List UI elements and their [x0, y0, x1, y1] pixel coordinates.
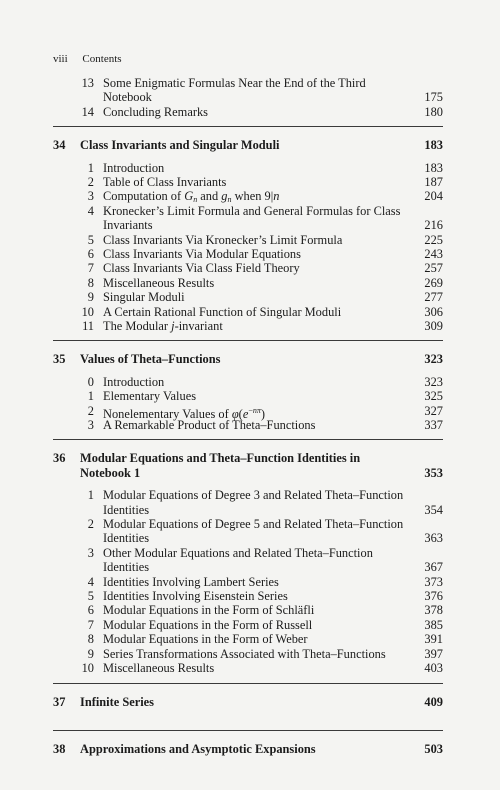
entry-title: Elementary Values: [103, 389, 197, 404]
entry-number: 6: [87, 247, 94, 261]
header-page-number: viii: [53, 53, 68, 65]
entry-page-number: 376: [424, 589, 443, 603]
entry-number: 13: [81, 76, 94, 90]
entry-number: 10: [81, 304, 94, 319]
entry-title: The Modular j-invariant: [103, 319, 223, 333]
entry-page-number: 269: [424, 275, 443, 290]
entry-number: 9: [87, 646, 94, 661]
entry-number: 2: [87, 403, 94, 418]
chapter-number: 37: [53, 695, 66, 710]
entry-title: Class Invariants Via Modular Equations: [103, 247, 301, 261]
entry-title: Introduction: [103, 374, 165, 389]
entry-page-number: 277: [424, 290, 443, 305]
entry-page-number: 187: [424, 175, 443, 189]
chapter-title: Modular Equations and Theta–Function Identities in: [80, 451, 361, 466]
entry-title: Modular Equations of Degree 3 and Related Theta–Function: [103, 488, 404, 503]
entry-page-number: 309: [424, 319, 443, 333]
entry-number: 1: [87, 389, 94, 404]
entry-number: 1: [87, 488, 94, 503]
running-header: [53, 53, 122, 65]
entry-page-number: 363: [424, 531, 443, 546]
entry-page-number: 243: [424, 247, 443, 261]
entry-title: Table of Class Invariants: [103, 175, 227, 189]
entry-page-number: 397: [424, 646, 443, 661]
entry-page-number: 354: [424, 502, 443, 517]
entry-page-number: 327: [424, 403, 443, 418]
chapter-number: 35: [53, 352, 66, 367]
entry-title: Miscellaneous Results: [103, 275, 215, 290]
entry-title: Concluding Remarks: [103, 104, 208, 119]
entry-number: 0: [87, 374, 94, 389]
entry-title: A Remarkable Product of Theta–Functions: [103, 418, 316, 432]
header-title: Contents: [82, 53, 122, 65]
chapter-title: Values of Theta–Functions: [80, 352, 221, 367]
entry-page-number: 216: [424, 218, 443, 233]
section-divider: [53, 683, 443, 684]
section-divider: [53, 126, 443, 127]
entry-title: Identities: [103, 531, 150, 546]
chapter-title: Infinite Series: [80, 695, 154, 710]
entry-title: Some Enigmatic Formulas Near the End of the Third: [103, 76, 366, 90]
chapter-page-number: 183: [424, 138, 443, 153]
entry-number: 3: [87, 189, 94, 204]
entry-title: Introduction: [103, 160, 165, 175]
entry-page-number: 337: [424, 418, 443, 432]
chapter-title: Class Invariants and Singular Moduli: [80, 138, 280, 153]
entry-number: 11: [82, 319, 94, 333]
entry-number: 4: [87, 203, 94, 218]
entry-title: Modular Equations in the Form of Weber: [103, 632, 308, 647]
entry-page-number: 378: [424, 603, 443, 618]
entry-number: 10: [81, 661, 94, 675]
entry-number: 1: [87, 160, 94, 175]
entry-title: Series Transformations Associated with Theta–Functions: [103, 646, 386, 661]
chapter-page-number: 503: [424, 741, 443, 756]
section-divider: [53, 439, 443, 440]
entry-title: Identities Involving Lambert Series: [103, 574, 279, 589]
entry-page-number: 225: [424, 232, 443, 247]
entry-page-number: 323: [424, 374, 443, 389]
chapter-page-number: 409: [424, 695, 443, 710]
entry-number: 4: [87, 574, 94, 589]
entry-title: Singular Moduli: [103, 290, 185, 305]
entry-title: Computation of $G_n$ and $g_n$ when 9|n: [103, 189, 280, 205]
entry-page-number: 373: [424, 574, 443, 589]
entry-page-number: 257: [424, 261, 443, 276]
entry-number: 9: [87, 290, 94, 305]
entry-number: 8: [87, 275, 94, 290]
entry-number: 7: [87, 261, 94, 276]
entry-number: 14: [81, 104, 94, 119]
entry-page-number: 180: [424, 104, 443, 119]
entry-title: Invariants: [103, 218, 153, 233]
entry-title: Other Modular Equations and Related Theta–Function: [103, 545, 373, 560]
entry-title: Miscellaneous Results: [103, 661, 215, 675]
entry-title: Modular Equations of Degree 5 and Related Theta–Function: [103, 517, 404, 531]
chapter-number: 34: [53, 138, 66, 153]
entry-page-number: 175: [424, 90, 443, 105]
entry-title: Modular Equations in the Form of Russell: [103, 617, 313, 632]
entry-title: A Certain Rational Function of Singular Moduli: [103, 304, 342, 319]
entry-page-number: 391: [424, 632, 443, 647]
chapter-title: Approximations and Asymptotic Expansions: [80, 741, 316, 756]
entry-title: Nonelementary Values of $\varphi(e^{-n\pi})$: [103, 405, 265, 421]
entry-title: Kronecker’s Limit Formula and General Formulas for Class: [103, 203, 401, 218]
entry-title: Identities: [103, 560, 150, 575]
chapter-page-number: 353: [424, 465, 443, 480]
entry-page-number: 306: [424, 304, 443, 319]
entry-title: Notebook: [103, 90, 152, 105]
entry-number: 2: [87, 517, 94, 531]
entry-page-number: 385: [424, 617, 443, 632]
entry-number: 5: [87, 232, 94, 247]
entry-number: 8: [87, 632, 94, 647]
entry-number: 5: [87, 589, 94, 603]
entry-number: 3: [87, 418, 94, 432]
entry-page-number: 325: [424, 389, 443, 404]
section-divider: [53, 340, 443, 341]
entry-number: 7: [87, 617, 94, 632]
entry-number: 2: [87, 175, 94, 189]
entry-title: Modular Equations in the Form of Schläfli: [103, 603, 315, 618]
section-divider: [53, 730, 443, 731]
entry-title: Class Invariants Via Kronecker’s Limit Formula: [103, 232, 343, 247]
entry-page-number: 204: [424, 189, 443, 204]
entry-number: 6: [87, 603, 94, 618]
entry-title: Identities: [103, 502, 150, 517]
chapter-number: 38: [53, 741, 66, 756]
chapter-title: Notebook 1: [80, 465, 141, 480]
entry-page-number: 367: [424, 560, 443, 575]
chapter-number: 36: [53, 451, 66, 466]
entry-title: Identities Involving Eisenstein Series: [103, 589, 288, 603]
chapter-page-number: 323: [424, 352, 443, 367]
entry-title: Class Invariants Via Class Field Theory: [103, 261, 300, 276]
entry-page-number: 183: [424, 160, 443, 175]
entry-page-number: 403: [424, 661, 443, 675]
entry-number: 3: [87, 545, 94, 560]
